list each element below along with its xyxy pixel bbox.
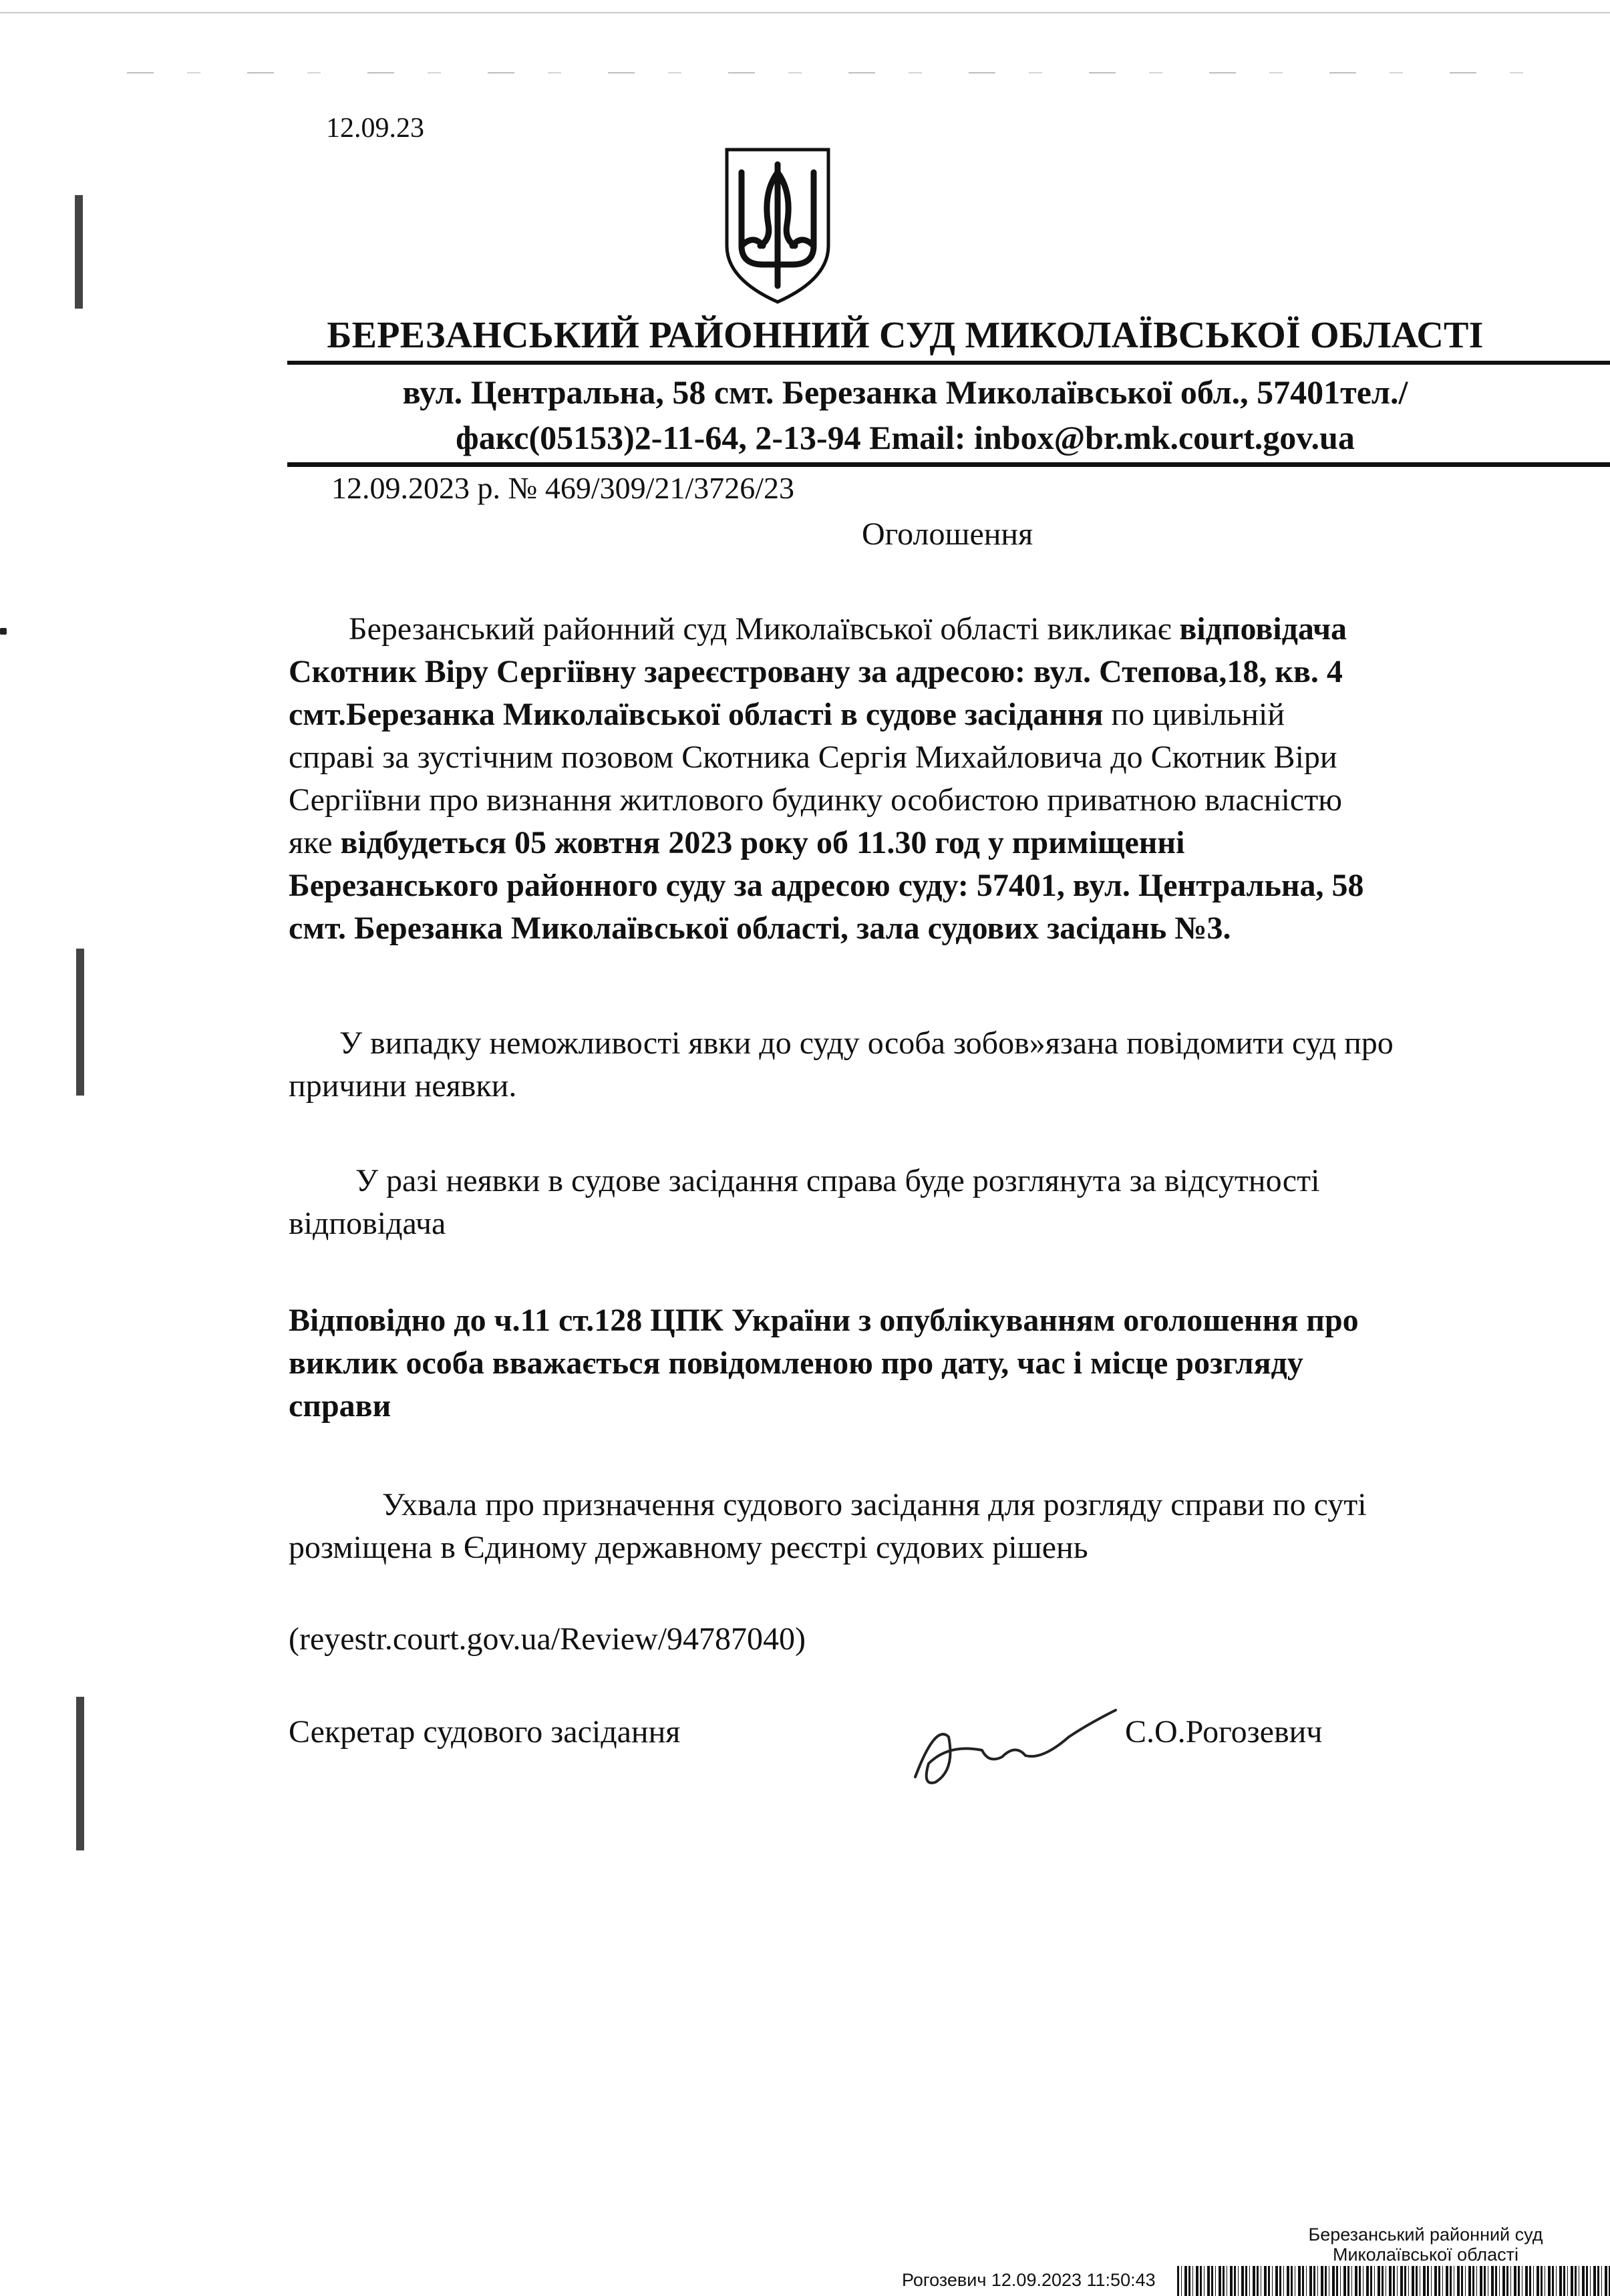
secretary-label: Секретар судового засідання [289, 1714, 681, 1750]
summons-text: яке [289, 825, 341, 860]
summons-text-bold: Скотник Віру Сергіївну зареєстровану за адресою: вул. Степова,18, кв. 4 [289, 654, 1343, 689]
scan-edge-mark [75, 195, 83, 309]
absence-notice-paragraph [289, 1022, 1610, 1108]
paragraph-line: Ухвала про призначення судового засідання для розгляду справи по суті [382, 1487, 1367, 1522]
registry-link: (reyestr.court.gov.ua/Review/94787040) [289, 1621, 806, 1657]
scan-edge-dot [0, 628, 7, 635]
signer-name: С.О.Рогозевич [1125, 1714, 1323, 1750]
summons-text: по цивільній [1103, 697, 1285, 732]
scan-edge-mark [76, 1697, 84, 1850]
summons-text: Сергіївни про визнання житлового будинку особистою приватною власністю [289, 782, 1343, 818]
scan-border-line [0, 12, 1610, 13]
e-stamp-court-line: Березанський районний суд [1308, 2225, 1543, 2245]
legal-basis-paragraph [289, 1299, 1610, 1428]
absence-consequence-paragraph [289, 1160, 1610, 1245]
court-address: вул. Центральна, 58 смт. Березанка Миколаївської обл., 57401тел./ [402, 373, 1408, 411]
scan-edge-mark [76, 949, 84, 1096]
e-stamp-court-line: Миколаївської області [1332, 2245, 1519, 2265]
scan-dash-line [127, 72, 1530, 73]
paragraph-line: У разі неявки в судове засідання справа буде розглянута за відсутності [355, 1163, 1320, 1198]
court-title: БЕРЕЗАНСЬКИЙ РАЙОННИЙ СУД МИКОЛАЇВСЬКОЇ ОБЛАСТІ [327, 315, 1484, 356]
summons-text-bold: відповідача [1179, 611, 1347, 647]
summons-paragraph [289, 608, 1610, 950]
paragraph-line: У випадку неможливості явки до суду особа зобов»язана повідомити суд про [339, 1025, 1394, 1061]
signature [909, 1697, 1122, 1790]
summons-text-bold: смт.Березанка Миколаївської області в судове засідання [289, 697, 1104, 732]
document-reference: 12.09.2023 р. № 469/309/21/3726/23 [331, 471, 795, 505]
paragraph-line: виклик особа вважається повідомленою про дату, час і місце розгляду [289, 1345, 1303, 1381]
header-rule [287, 361, 1610, 365]
header-rule [287, 462, 1610, 467]
summons-text: Березанський районний суд Миколаївської області викликає [349, 611, 1180, 647]
summons-text-bold: відбудеться 05 жовтня 2023 року об 11.30 год у приміщенні [340, 825, 1185, 860]
e-stamp-signer: Рогозевич 12.09.2023 11:50:43 [902, 2270, 1156, 2290]
paragraph-line: Відповідно до ч.11 ст.128 ЦПК України з опублікуванням оголошення про [289, 1303, 1359, 1338]
court-contacts: факс(05153)2-11-64, 2-13-94 Email: inbox@br.mk.court.gov.ua [456, 419, 1355, 456]
registry-paragraph [289, 1484, 1610, 1569]
paragraph-line: причини неявки. [289, 1068, 517, 1104]
summons-text-bold: Березанського районного суду за адресою суду: 57401, вул. Центральна, 58 [289, 868, 1364, 903]
document-heading: Оголошення [862, 516, 1033, 552]
e-stamp-court [1241, 2225, 1610, 2265]
paragraph-line: розміщена в Єдиному державному реєстрі судових рішень [289, 1530, 1088, 1565]
summons-text: справі за зустічним позовом Скотника Сергія Михайловича до Скотник Віри [289, 740, 1337, 775]
coat-of-arms-icon [721, 146, 834, 306]
paragraph-line: відповідача [289, 1206, 446, 1241]
handwritten-date: 12.09.23 [326, 113, 424, 144]
barcode [1177, 2266, 1610, 2296]
paragraph-line: справи [289, 1388, 391, 1424]
summons-text-bold: смт. Березанка Миколаївської області, зала судових засідань №3. [289, 911, 1231, 946]
